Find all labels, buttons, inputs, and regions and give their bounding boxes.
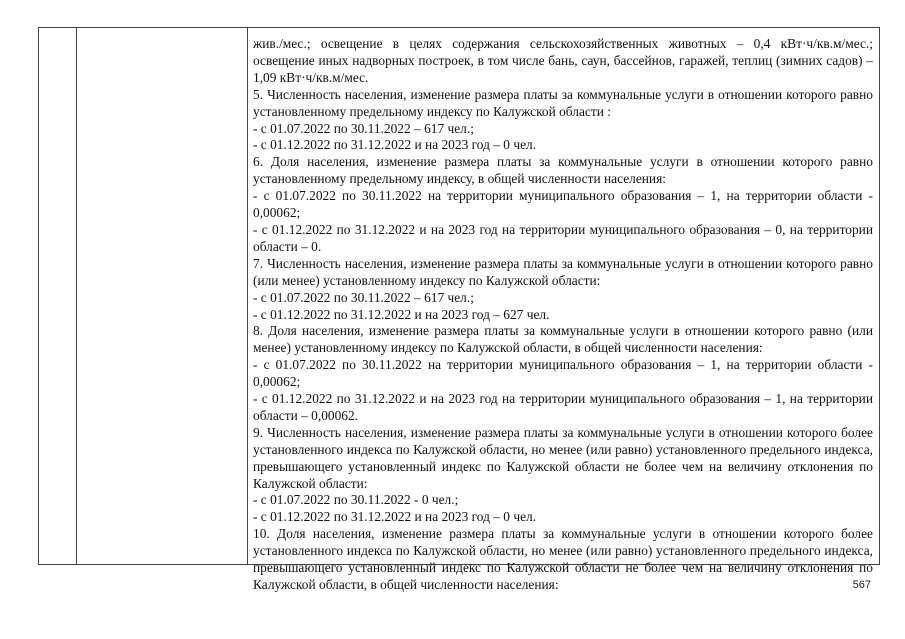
paragraph-item-8: 8. Доля населения, изменение размера платы за коммунальные услуги в отношении которого равно (или менее) установленному индексу по Калужской области, в общей численности населения: xyxy=(253,323,873,356)
paragraph-item-6-period-2: - с 01.12.2022 по 31.12.2022 и на 2023 год на территории муниципального образования – 0, на территории области – 0. xyxy=(253,221,873,254)
paragraph-item-7-period-1: - с 01.07.2022 по 30.11.2022 – 617 чел.; xyxy=(253,289,474,305)
paragraph-item-6-period-1: - с 01.07.2022 по 30.11.2022 на территории муниципального образования – 1, на территории области - 0,00062; xyxy=(253,188,873,221)
table-cell-text xyxy=(253,36,873,594)
table-column-divider-1 xyxy=(76,28,77,564)
paragraph-item-8-period-2: - с 01.12.2022 по 31.12.2022 и на 2023 год на территории муниципального образования – 1, на территории области – 0,00062. xyxy=(253,391,873,423)
paragraph-item-7: 7. Численность населения, изменение размера платы за коммунальные услуги в отношении которого равно (или менее) установленному индексу по Калужской области: xyxy=(253,255,873,288)
paragraph-item-10: 10. Доля населения, изменение размера платы за коммунальные услуги в отношении которого более установленного индекса по Калужской области, но менее (или равно) установленного предельного индекса, превышающего установленный индекс по Калужской области не более чем на величину отклонения по Калужской области, в общей численности населения: xyxy=(253,526,873,592)
paragraph-item-7-period-2: - с 01.12.2022 по 31.12.2022 и на 2023 год – 627 чел. xyxy=(253,306,550,322)
table-column-divider-2 xyxy=(247,28,248,564)
paragraph-continuation: жив./мес.; освещение в целях содержания сельскохозяйственных животных – 0,4 кВт·ч/кв.м/мес.; освещение иных надворных построек, в том числе бань, саун, бассейнов, гаражей, теплиц (зимних садов) – 1,09 кВт·ч/кв.м/мес. xyxy=(253,36,873,85)
paragraph-item-5-period-2: - с 01.12.2022 по 31.12.2022 и на 2023 год – 0 чел. xyxy=(253,137,537,153)
paragraph-item-5-period-1: - с 01.07.2022 по 30.11.2022 – 617 чел.; xyxy=(253,120,474,136)
paragraph-item-9-period-2: - с 01.12.2022 по 31.12.2022 и на 2023 год – 0 чел. xyxy=(253,509,537,525)
paragraph-item-5: 5. Численность населения, изменение размера платы за коммунальные услуги в отношении которого равно установленному предельному индексу по Калужской области : xyxy=(253,86,873,119)
paragraph-item-9: 9. Численность населения, изменение размера платы за коммунальные услуги в отношении которого более установленного индекса по Калужской области, но менее (или равно) установленного предельного индекса, превышающего установленный индекс по Калужской области не более чем на величину отклонения по Калужской области: xyxy=(253,424,873,491)
page-number: 567 xyxy=(852,579,871,591)
paragraph-item-6: 6. Доля населения, изменение размера платы за коммунальные услуги в отношении которого равно установленному предельному индексу, в общей численности населения: xyxy=(253,154,873,187)
paragraph-item-9-period-1: - с 01.07.2022 по 30.11.2022 - 0 чел.; xyxy=(253,492,459,508)
paragraph-item-8-period-1: - с 01.07.2022 по 30.11.2022 на территории муниципального образования – 1, на территории области - 0,00062; xyxy=(253,357,873,390)
